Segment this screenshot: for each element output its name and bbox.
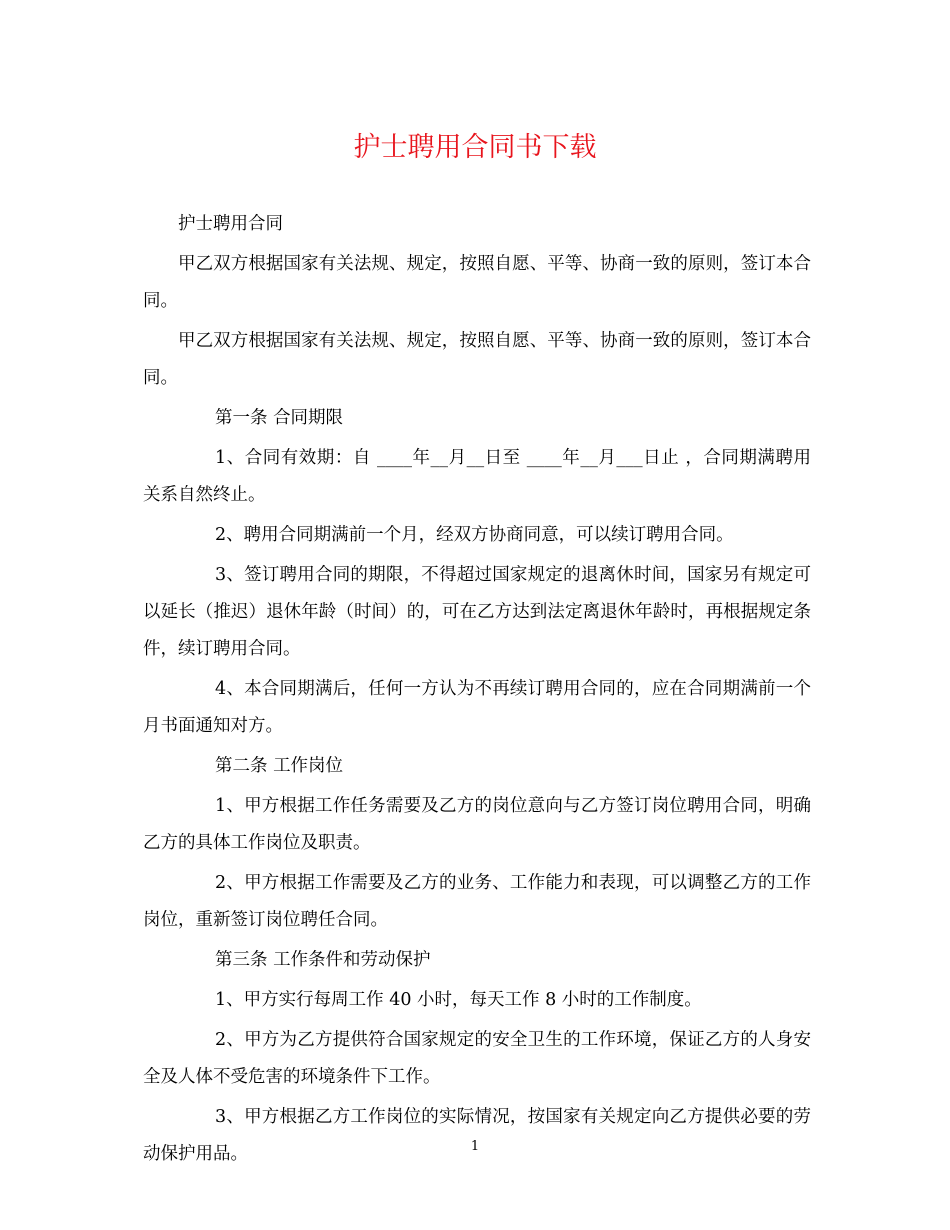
paragraph: 1、甲方根据工作任务需要及乙方的岗位意向与乙方签订岗位聘用合同，明确乙方的具体工作岗位及职责。 [143, 796, 811, 853]
paragraph: 第一条 合同期限 [215, 408, 344, 428]
paragraph: 1、甲方实行每周工作 40 小时，每天工作 8 小时的工作制度。 [215, 990, 702, 1010]
paragraph: 甲乙双方根据国家有关法规、规定，按照自愿、平等、协商一致的原则，签订本合同。 [143, 331, 811, 388]
page-number: 1 [470, 1139, 480, 1154]
paragraph: 护士聘用合同 [178, 214, 283, 234]
paragraph: 2、聘用合同期满前一个月，经双方协商同意，可以续订聘用合同。 [215, 525, 734, 545]
paragraph: 4、本合同期满后，任何一方认为不再续订聘用合同的，应在合同期满前一个月书面通知对方。 [143, 679, 811, 736]
document-title: 护士聘用合同书下载 [353, 132, 597, 163]
paragraph: 2、甲方根据工作需要及乙方的业务、工作能力和表现，可以调整乙方的工作岗位，重新签订岗位聘任合同。 [143, 873, 811, 930]
paragraph: 甲乙双方根据国家有关法规、规定，按照自愿、平等、协商一致的原则，签订本合同。 [143, 254, 811, 311]
document-body [143, 206, 811, 1176]
paragraph: 3、甲方根据乙方工作岗位的实际情况，按国家有关规定向乙方提供必要的劳动保护用品。 [143, 1107, 811, 1164]
paragraph: 3、签订聘用合同的期限，不得超过国家规定的退离休时间，国家另有规定可以延长（推迟）退休年龄（时间）的，可在乙方达到法定离退休年龄时，再根据规定条件，续订聘用合同。 [143, 565, 811, 659]
paragraph: 2、甲方为乙方提供符合国家规定的安全卫生的工作环境，保证乙方的人身安全及人体不受危害的环境条件下工作。 [143, 1030, 811, 1087]
paragraph: 1、合同有效期：自 ____年__月__日至 ____年__月___日止 ，合同期满聘用关系自然终止。 [143, 448, 811, 505]
paragraph: 第二条 工作岗位 [215, 756, 344, 776]
paragraph: 第三条 工作条件和劳动保护 [215, 950, 431, 970]
